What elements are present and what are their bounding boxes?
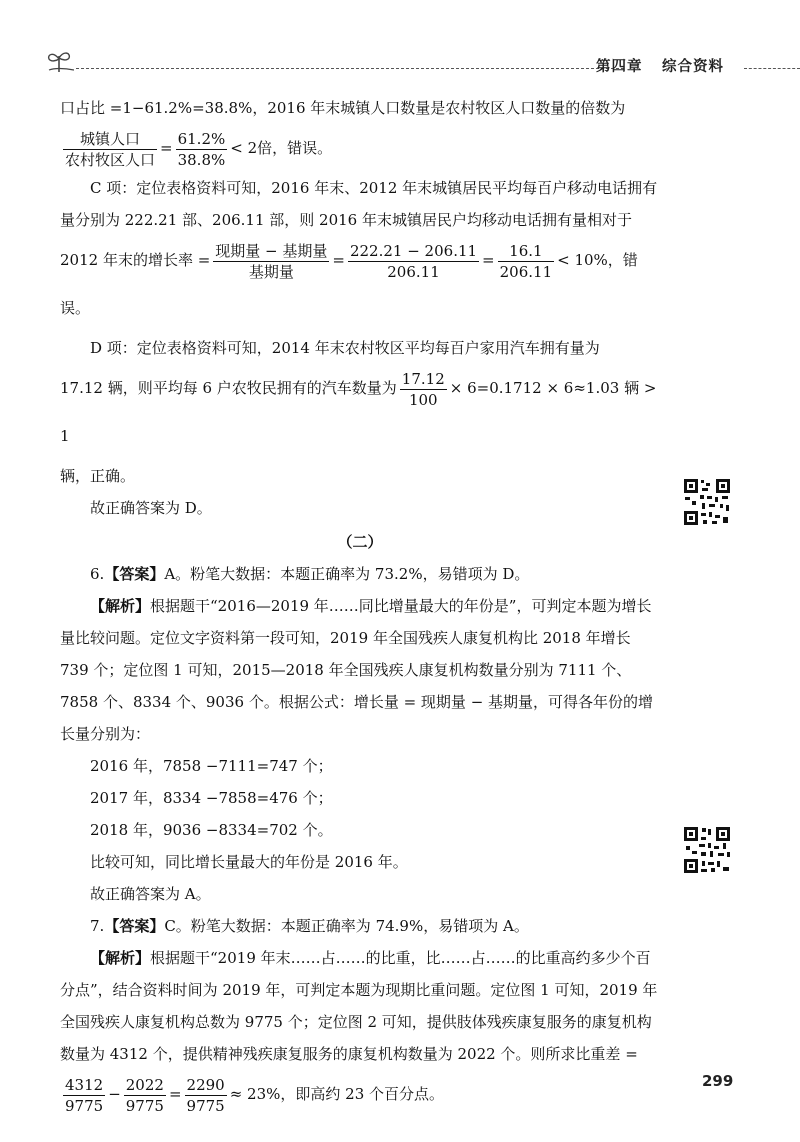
question-7-analysis: 【解析】根据题干“2019 年末……占……的比重，比……占……的比重高约多少个百分点”，结合资料时间为 2019 年，可判定本题为现期比重问题。定位图 1 可知，2019 年全国残疾人康复机构总数为 9775 个；定位图 2 可知，提供肢体残疾康复服务的康复机构数量为 4312 个，提供精神残疾康复服务的康复机构数量为 2022 个。则所求比重差 = [60, 949, 658, 1063]
qr-code-icon[interactable] [682, 825, 732, 875]
paragraph-growth-formula: 2012 年末的增长率 = $\frac{\text{现期量 − 基期量}}{\text{基期量}}$ = $\frac{222.21 - 206.11}{206.11}$ = $\frac{16.1}{206.11}$ < 10%，错误。 [60, 241, 638, 317]
fraction-urban-rural: $\frac{\text{城镇人口}}{\text{农村牧区人口}}$ [65, 129, 156, 169]
paragraph-2-formula: $\frac{\text{城镇人口}}{\text{农村牧区人口}}$ = $\frac{61.2\%}{38.8\%}$ < 2倍，错误。 [65, 129, 333, 169]
sprout-logo-icon [44, 46, 74, 76]
section-heading: （二） [337, 533, 383, 551]
answer-5: 故正确答案为 D。 [90, 499, 212, 517]
calc-2016: 2016 年，7858 −7111=747 个； [90, 757, 333, 775]
fraction-growth-result: $\frac{16.1}{206.11}$ [499, 241, 553, 281]
chapter-label: 第四章 [596, 59, 643, 75]
paragraph-c-option: C 项：定位表格资料可知，2016 年末、2012 年末城镇居民平均每百户移动电话拥有量分别为 222.21 部、206.11 部，则 2016 年末城镇居民户均移动电话拥有量相对于 [60, 179, 658, 229]
fraction-limb: $\frac{4312}{9775}$ [65, 1075, 104, 1115]
question-6-analysis: 【解析】根据题干“2016—2019 年……同比增量最大的年份是”，可判定本题为增长量比较问题。定位文字资料第一段可知，2019 年全国残疾人康复机构比 2018 年增长 739 个；定位图 1 可知，2015—2018 年全国残疾人康复机构数量分别为 7111 个、7858 个、8334 个、9036 个。根据公式：增长量 = 现期量 − 基期量，可得各年份的增长量分别为： [60, 597, 654, 743]
paragraph-d-option: D 项：定位表格资料可知，2014 年末农村牧区平均每百户家用汽车拥有量为 [90, 339, 600, 357]
fraction-car: $\frac{17.12}{100}$ [401, 369, 445, 409]
fraction-growth-values: $\frac{222.21 - 206.11}{206.11}$ [349, 241, 478, 281]
calc-2018: 2018 年，9036 −8334=702 个。 [90, 821, 333, 839]
chapter-title: 综合资料 [662, 59, 724, 75]
paragraph-car-formula: 17.12 辆，则平均每 6 户农牧民拥有的汽车数量为 $\frac{17.12}{100}$ × 6=0.1712 × 6≈1.03 辆 > 1 [60, 369, 657, 445]
header-rule-left [76, 68, 624, 69]
paragraph-1: 口占比 =1−61.2%=38.8%，2016 年末城镇人口数量是农村牧区人口数量的倍数为 [60, 99, 626, 117]
qr-code-icon[interactable] [682, 477, 732, 527]
header-rule-right [744, 68, 800, 69]
calc-2017: 2017 年，8334 −7858=476 个； [90, 789, 333, 807]
comparison-result: 比较可知，同比增长量最大的年份是 2016 年。 [90, 853, 408, 871]
page-header [44, 46, 756, 76]
question-6-answer: 6.【答案】A。粉笔大数据：本题正确率为 73.2%，易错项为 D。 [90, 565, 530, 583]
proportion-difference-formula: $\frac{4312}{9775}$ − $\frac{2022}{9775}$ = $\frac{2290}{9775}$ ≈ 23%，即高约 23 个百分点。 [65, 1075, 445, 1115]
answer-6: 故正确答案为 A。 [90, 885, 211, 903]
paragraph-7: 辆，正确。 [60, 467, 136, 485]
fraction-growth-definition: $\frac{\text{现期量 − 基期量}}{\text{基期量}}$ [215, 241, 328, 281]
fraction-percent: $\frac{61.2\%}{38.8\%}$ [177, 129, 226, 169]
page-number: 299 [702, 1072, 734, 1090]
question-7-answer: 7.【答案】C。粉笔大数据：本题正确率为 74.9%，易错项为 A。 [90, 917, 529, 935]
page-body [60, 92, 660, 1118]
fraction-difference: $\frac{2290}{9775}$ [186, 1075, 225, 1115]
fraction-mental: $\frac{2022}{9775}$ [125, 1075, 164, 1115]
